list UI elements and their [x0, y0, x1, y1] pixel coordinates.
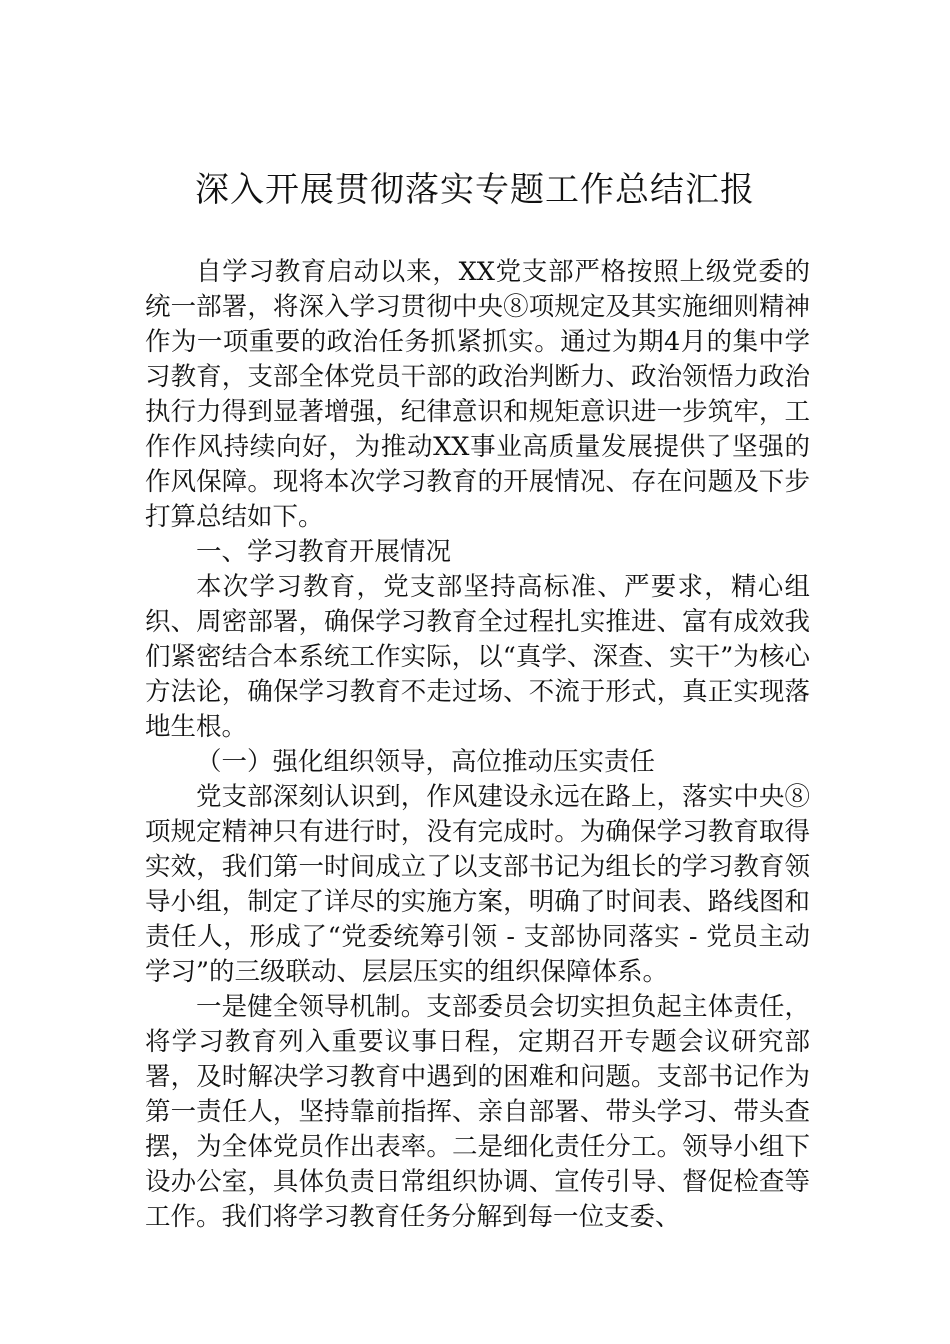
subsection-heading-1: （一）强化组织领导，高位推动压实责任	[196, 747, 656, 777]
document-body	[145, 255, 810, 1235]
intro-paragraph: 自学习教育启动以来，XX党支部严格按照上级党委的统一部署，将深入学习贯彻中央⑧项规定及其实施细则精神作为一项重要的政治任务抓紧抓实。通过为期4月的集中学习教育，支部全体党员干部的政治判断力、政治领悟力政治执行力得到显著增强，纪律意识和规矩意识进一步筑牢，工作作风持续向好，为推动XX事业高质量发展提供了坚强的作风保障。现将本次学习教育的开展情况、存在问题及下步打算总结如下。	[145, 257, 810, 532]
document-title: 深入开展贯彻落实专题工作总结汇报	[195, 170, 755, 210]
subsection-1-paragraph-1: 党支部深刻认识到，作风建设永远在路上，落实中央⑧项规定精神只有进行时，没有完成时。为确保学习教育取得实效，我们第一时间成立了以支部书记为组长的学习教育领导小组，制定了详尽的实施方案，明确了时间表、路线图和责任人，形成了“党委统筹引领 - 支部协同落实 - 党员主动学习”的三级联动、层层压实的组织保障体系。	[145, 782, 810, 987]
section-1-paragraph: 本次学习教育，党支部坚持高标准、严要求，精心组织、周密部署，确保学习教育全过程扎实推进、富有成效我们紧密结合本系统工作实际，以“真学、深查、实干”为核心方法论，确保学习教育不走过场、不流于形式，真正实现落地生根。	[145, 572, 810, 742]
subsection-1-paragraph-2: 一是健全领导机制。支部委员会切实担负起主体责任，将学习教育列入重要议事日程，定期召开专题会议研究部署，及时解决学习教育中遇到的困难和问题。支部书记作为第一责任人，坚持靠前指挥、亲自部署、带头学习、带头查摆，为全体党员作出表率。二是细化责任分工。领导小组下设办公室，具体负责日常组织协调、宣传引导、督促检查等工作。我们将学习教育任务分解到每一位支委、	[145, 992, 810, 1232]
section-heading-1: 一、学习教育开展情况	[196, 537, 452, 567]
